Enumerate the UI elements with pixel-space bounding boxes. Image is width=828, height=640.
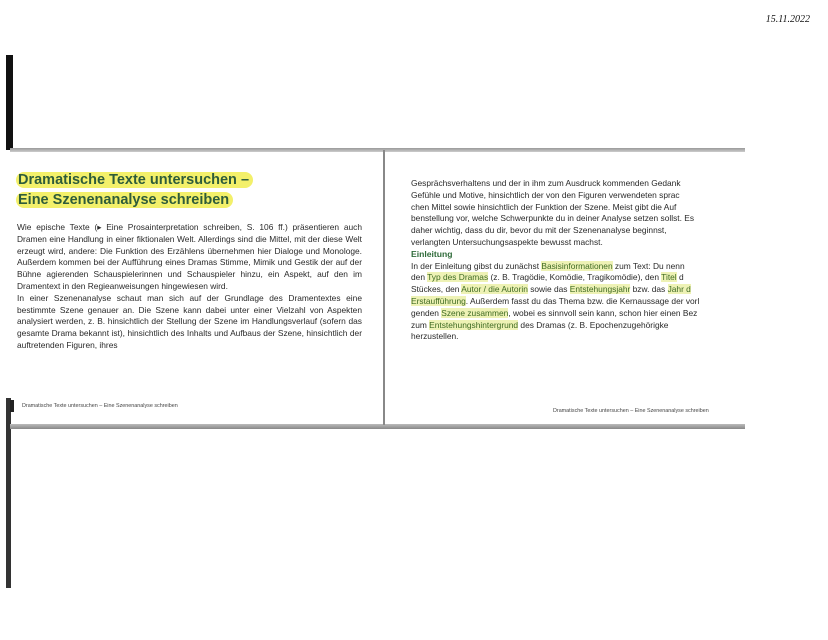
text-line: daher wichtig, dass du dir, bevor du mit der Szenenanalyse beginnst,	[411, 225, 667, 236]
scan-edge-shadow	[6, 55, 13, 150]
text-line: benstellung vor, welche Schwerpunkte du in deiner Analyse setzen sollst. Es	[411, 213, 695, 224]
right-page-body	[411, 178, 747, 343]
keyword-basisinformationen: Basisinformationen	[541, 260, 613, 271]
left-page-body	[17, 222, 362, 352]
scan-date: 15.11.2022	[765, 14, 810, 25]
text-line: Gefühle und Motive, hinsichtlich der von den Figuren verwendeten sprac	[411, 189, 680, 200]
text-line: genden Szene zusammen, wobei es sinnvoll sein kann, schon hier einen Bez	[411, 307, 698, 318]
text-line: den Typ des Dramas (z. B. Tragödie, Komödie, Tragikomödie), den Titel d	[411, 272, 684, 283]
keyword-erstauffuehrung: Erstaufführung	[411, 295, 466, 306]
paragraph-intro: Wie epische Texte (▸ Eine Prosainterpretation schreiben, S. 106 ff.) präsentieren auch Dramen eine Handlung in einer fiktionalen Welt. Allerdings sind die Mittel, mit der diese Welt erzeugt wird, andere: Die Funktion des Erzählens übernehmen hier Dialoge und Monologe. Außerdem kommen bei der Aufführung eines Dramas Stimme, Mimik und Gestik der auf der Bühne agierenden Schauspielerinnen und Schauspieler hinzu, ein Aspekt, auf den im Dramentext in den Regieanweisungen hingewiesen wird.	[17, 222, 362, 291]
text-line: herzustellen.	[411, 331, 459, 342]
heading-einleitung: Einleitung	[411, 248, 453, 259]
title-line-2: Eine Szenenanalyse schreiben	[16, 192, 233, 208]
keyword-entstehungshintergrund: Entstehungshintergrund	[429, 319, 519, 330]
text-line: verlangten Untersuchungsaspekte bewusst machst.	[411, 236, 603, 247]
text-line: Erstaufführung. Außerdem fasst du das Thema bzw. die Kernaussage der vorl	[411, 295, 700, 306]
section-title	[16, 170, 253, 210]
text-line: zum Entstehungshintergrund des Dramas (z. B. Epochenzugehörigke	[411, 319, 669, 330]
page-bottom-edge	[10, 424, 745, 429]
text-line: Stückes, den Autor / die Autorin sowie das Entstehungsjahr bzw. das Jahr d	[411, 284, 691, 295]
right-page-footer: Dramatische Texte untersuchen – Eine Szenenanalyse schreiben	[553, 408, 709, 414]
keyword-titel: Titel	[661, 272, 677, 283]
paragraph-szenenanalyse: In einer Szenenanalyse schaut man sich auf der Grundlage des Dramentextes eine bestimmte Szene genauer an. Die Szene kann dabei unter einer Vielzahl von Aspekten analysiert werden, z. B. hinsichtlich der Stellung der Szene im Handlungsverlauf (sofern das gesamte Drama bekannt ist), hinsichtlich des Inhalts und Aufbaus der Szene, hinsichtlich der auftretenden Figuren, ihres	[17, 292, 362, 350]
keyword-jahr: Jahr d	[667, 284, 691, 295]
keyword-szene-zusammen: Szene zusammen	[441, 307, 509, 318]
text-line: In der Einleitung gibst du zunächst Basisinformationen zum Text: Du nenn	[411, 260, 685, 271]
text-line: chen Mittel sowie hinsichtlich der Funktion der Szene. Meist gibt die Auf	[411, 201, 677, 212]
page-top-edge	[10, 148, 745, 152]
footer-marker	[10, 400, 14, 412]
keyword-autor: Autor / die Autorin	[461, 284, 528, 295]
title-line-1: Dramatische Texte untersuchen –	[16, 172, 253, 188]
text-line: Gesprächsverhaltens und der in ihm zum Ausdruck kommenden Gedank	[411, 178, 681, 188]
keyword-typ-des-dramas: Typ des Dramas	[427, 272, 489, 283]
page-gutter	[383, 150, 385, 425]
keyword-entstehungsjahr: Entstehungsjahr	[569, 284, 631, 295]
left-page-footer: Dramatische Texte untersuchen – Eine Szenenanalyse schreiben	[22, 403, 178, 409]
